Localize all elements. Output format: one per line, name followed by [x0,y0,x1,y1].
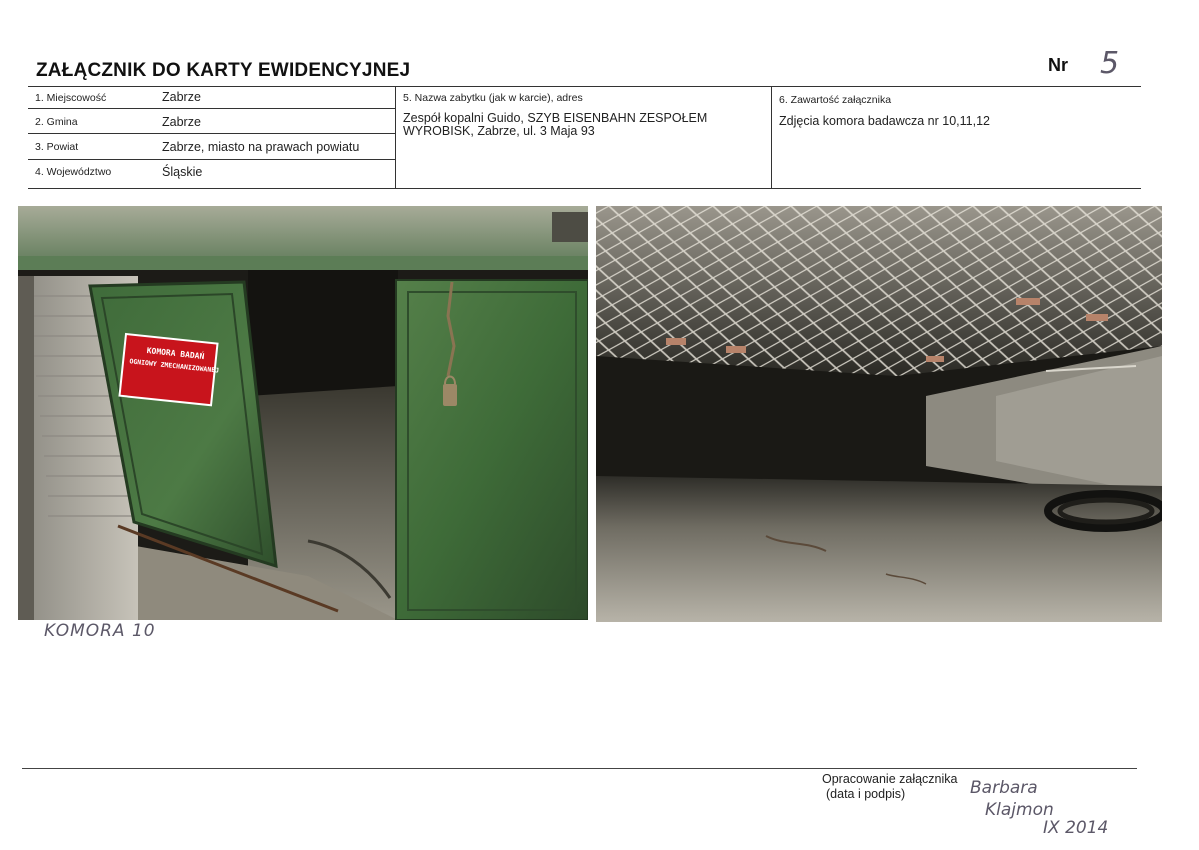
row-divider-1 [28,108,395,109]
field-value-wojewodztwo: Śląskie [162,165,203,179]
signature-date: IX 2014 [1043,818,1109,838]
page-title: ZAŁĄCZNIK DO KARTY EWIDENCYJNEJ [36,60,411,81]
field-label-nazwa: 5. Nazwa zabytku (jak w karcie), adres [403,92,583,104]
footer-label-line2: (data i podpis) [826,787,906,801]
photo-caption: KOMORA 10 [44,621,156,641]
table-divider-1 [395,86,396,188]
chamber-sign [125,333,223,402]
signature-lastname: Klajmon [985,800,1054,820]
field-value-miejscowosc: Zabrze [162,90,201,104]
footer-label-line1: Opracowanie załącznika [822,772,958,786]
row-divider-3 [28,159,395,160]
table-bottom-border [28,188,1141,189]
table-top-border [28,86,1141,87]
field-value-powiat: Zabrze, miasto na prawach powiatu [162,140,360,154]
field-value-gmina: Zabrze [162,115,201,129]
field-label-powiat: 3. Powiat [35,141,79,153]
photo-chamber-interior [596,206,1162,622]
number-value: 5 [1100,46,1120,81]
field-value-nazwa-line2: WYROBISK, Zabrze, ul. 3 Maja 93 [403,124,595,138]
chamber-sign-line1: KOMORA BADAŃ [146,346,205,362]
field-label-wojewodztwo: 4. Województwo [35,166,112,178]
number-label: Nr [1048,55,1069,75]
signature-firstname: Barbara [970,778,1038,798]
field-value-zawartosc: Zdjęcia komora badawcza nr 10,11,12 [779,114,990,128]
field-value-nazwa [403,112,763,138]
field-value-nazwa-line1: Zespół kopalni Guido, SZYB EISENBAHN ZESPOŁEM [403,111,708,125]
field-label-gmina: 2. Gmina [35,116,78,128]
photo-chamber-door [18,206,588,620]
table-divider-2 [771,86,772,188]
row-divider-2 [28,133,395,134]
chamber-sign-line2: OGNIOWY ZMECHANIZOWANEJ [129,357,220,375]
field-label-zawartosc: 6. Zawartość załącznika [779,94,892,106]
footer-label [822,772,958,802]
footer-line [22,768,1137,769]
field-label-miejscowosc: 1. Miejscowość [35,92,107,104]
